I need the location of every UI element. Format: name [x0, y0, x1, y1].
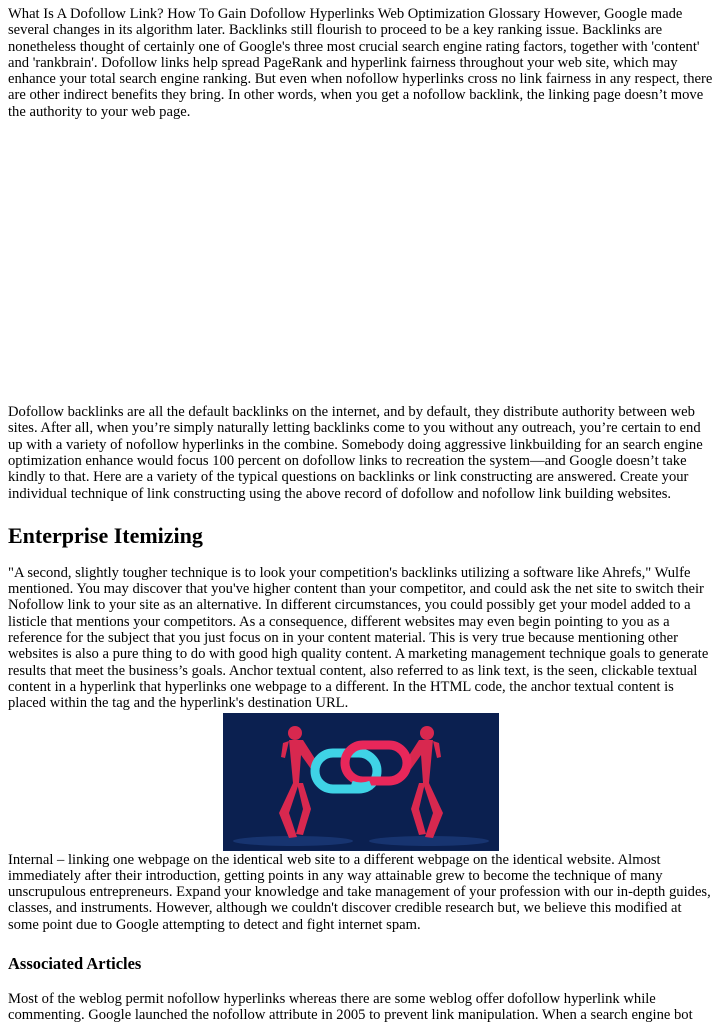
- dofollow-paragraph: Dofollow backlinks are all the default backlinks on the internet, and by default, they distribute authority between web sites. After all, when you’re simply naturally letting backlinks come to you without any outreach, you’re certain to end up with a variety of nofollow hyperlinks in the combine. Somebody doing aggressive linkbuilding for an search engine optimization enhance would focus 100 percent on dofollow links to recreation the system—and Google doesn’t take kindly to that. Here are a variety of the typical questions on backlinks or link constructing are answered. Create your individual technique of link constructing using the above record of dofollow and nofollow link building websites.: [8, 404, 703, 502]
- figure-container: [8, 713, 714, 851]
- section-heading-business-listing: Enterprise Itemizing: [8, 522, 203, 548]
- intro-paragraph: What Is A Dofollow Link? How To Gain Dofollow Hyperlinks Web Optimization Glossary However, Google made several changes in its algorithm later. Backlinks still flourish to proceed to be a key ranking issue. Backlinks are nonetheless thought of certainly one of Google's three most crucial search engine rating factors, together with 'content' and 'rankbrain'. Dofollow links help spread PageRank and hyperlink fairness throughout your web site, which may enhance your total search engine ranking. But even when nofollow hyperlinks cross no link fairness in any respect, there are other indirect benefits they bring. In other words, when you get a nofollow backlink, the linking page doesn’t move the authority to your web page.: [8, 6, 713, 120]
- chain-link-illustration-icon: [223, 713, 499, 851]
- article: [8, 6, 714, 1024]
- competition-paragraph: "A second, slightly tougher technique is to look your competition's backlinks utilizing a software like Ahrefs," Wulfe mentioned. You may discover that you've higher content than your competitor, and could ask the net site to switch their Nofollow link to your site as an alternative. In different circumstances, you could possibly get your model added to a listicle that mentions your competitors. As a consequence, different websites may even begin pointing to you as a reference for the subject that you just focus on in your content material. This is very true because mentioning other websites is also a pure thing to do with good high quality content. A marketing management technique goals to generate results that meet the business’s goals. Anchor textual content, also referred to as link text, is the seen, clickable textual content in a hyperlink that hyperlinks one webpage to a different. In the HTML code, the anchor textual content is placed within the tag and the hyperlink's destination URL.: [8, 564, 709, 712]
- section-heading-related-articles: Associated Articles: [8, 954, 142, 974]
- blank-space: [8, 120, 714, 404]
- internal-linking-paragraph: Internal – linking one webpage on the identical web site to a different webpage on the identical website. Almost immediately after their introduction, getting points in any way attainable grew to become the technique of many unscrupulous entrepreneurs. Expand your knowledge and take management of your profession with our in-depth guides, classes, and instruments. However, although we couldn't discover credible research but, we believe this modified at some point due to Google attempting to detect and fight internet spam.: [8, 851, 711, 933]
- nofollow-paragraph: Most of the weblog permit nofollow hyperlinks whereas there are some weblog offer dofollow hyperlink while commenting. Google launched the nofollow attribute in 2005 to prevent link manipulation. When a search engine bot: [8, 991, 693, 1024]
